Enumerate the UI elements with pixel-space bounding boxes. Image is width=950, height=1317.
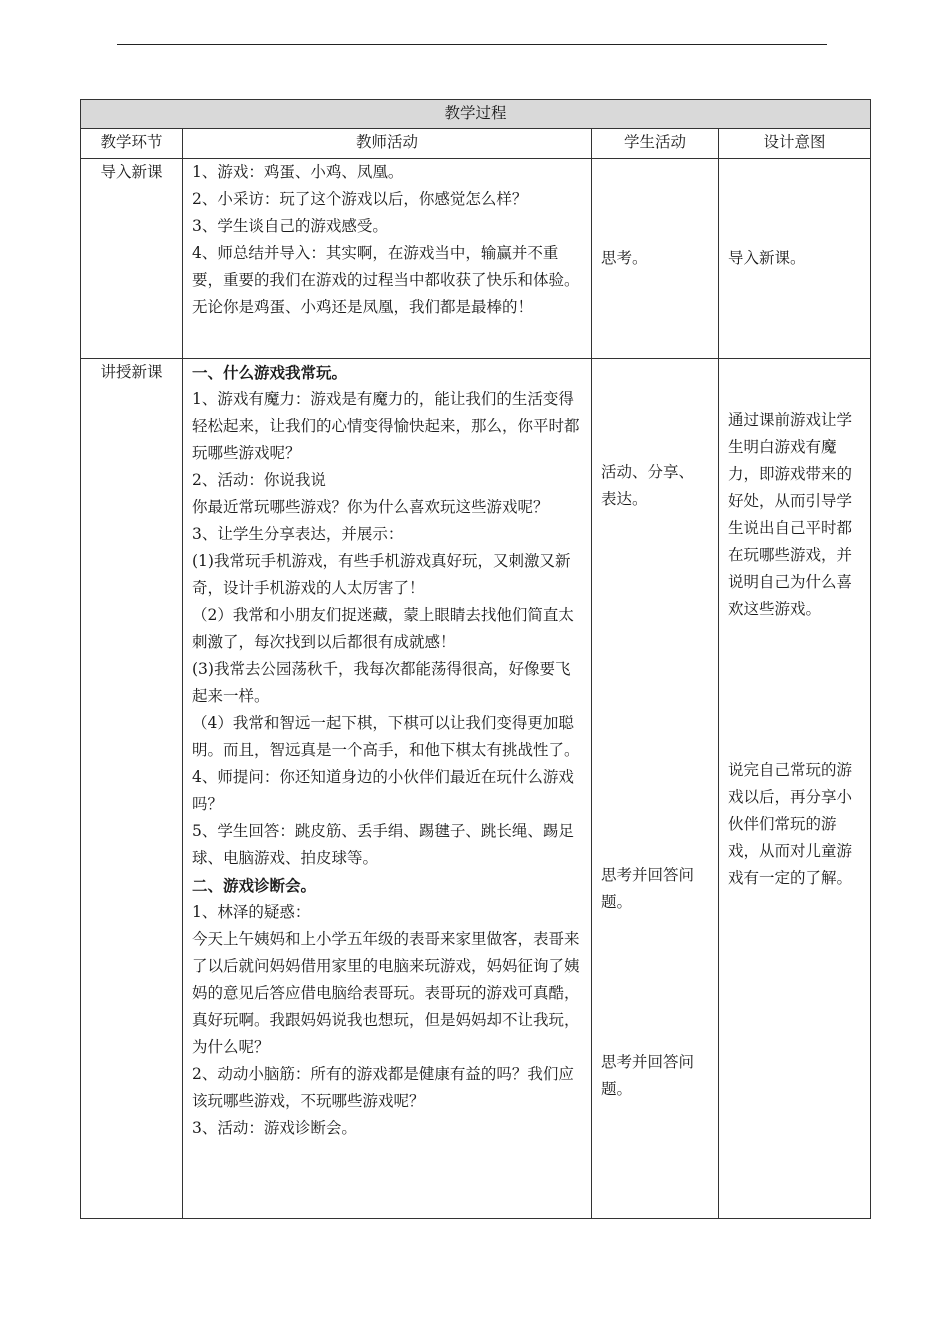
table-header-row [81,129,871,159]
section-heading: 二、游戏诊断会。 [192,876,317,895]
teacher-line: 2、动动小脑筋：所有的游戏都是健康有益的吗？我们应该玩哪些游戏，不玩哪些游戏呢？ [192,1065,574,1110]
teacher-line: 1、林泽的疑惑： [192,903,311,921]
design-intent-cell [719,359,871,1219]
table-title: 教学过程 [81,100,871,129]
student-note: 活动、分享、表达。 [601,463,695,508]
teacher-line: 2、小采访：玩了这个游戏以后，你感觉怎么样？ [192,190,528,208]
lesson-process-table [80,99,871,1219]
teacher-activity-cell [183,159,592,359]
teacher-line: （4）我常和智远一起下棋，下棋可以让我们变得更加聪明。而且，智远真是一个高手，和他下棋太有挑战性了。 [192,714,580,759]
intent-note: 通过课前游戏让学生明白游戏有魔力，即游戏带来的好处，从而引导学生说出自己平时都在玩哪些游戏，并说明自己为什么喜欢这些游戏。 [728,411,853,618]
section-heading: 一、什么游戏我常玩。 [192,363,348,382]
stage-cell: 讲授新课 [81,359,183,1219]
student-note: 思考并回答问题。 [601,866,695,911]
header-rule [117,44,827,45]
header-teacher-activity: 教师活动 [183,129,592,159]
teacher-line: 5、学生回答：跳皮筋、丢手绢、踢毽子、跳长绳、踢足球、电脑游戏、拍皮球等。 [192,822,574,867]
teacher-line: 你最近常玩哪些游戏？你为什么喜欢玩这些游戏呢？ [192,498,549,516]
student-activity-cell [592,359,719,1219]
header-student-activity: 学生活动 [592,129,719,159]
teacher-line: （2）我常和小朋友们捉迷藏，蒙上眼睛去找他们简直太刺激了，每次找到以后都很有成就感！ [192,606,574,651]
stage-cell: 导入新课 [81,159,183,359]
teacher-line: 1、游戏：鸡蛋、小鸡、凤凰。 [192,163,404,181]
teacher-line: 3、学生谈自己的游戏感受。 [192,217,388,235]
teacher-line: (1)我常玩手机游戏，有些手机游戏真好玩，又刺激又新奇，设计手机游戏的人太厉害了！ [192,552,571,597]
student-note: 思考并回答问题。 [601,1053,695,1098]
design-intent-cell [719,159,871,359]
teacher-activity-cell [183,359,592,1219]
teacher-line: 1、游戏有魔力：游戏是有魔力的，能让我们的生活变得轻松起来，让我们的心情变得愉快起来，那么，你平时都玩哪些游戏呢？ [192,390,580,462]
header-stage: 教学环节 [81,129,183,159]
header-design-intent: 设计意图 [719,129,871,159]
teacher-line: 4、师提问：你还知道身边的小伙伴们最近在玩什么游戏吗？ [192,768,574,813]
table-row [81,159,871,359]
teacher-line: (3)我常去公园荡秋千，我每次都能荡得很高，好像要飞起来一样。 [192,660,571,705]
table-row [81,359,871,1219]
student-activity-cell [592,159,719,359]
teacher-line: 3、活动：游戏诊断会。 [192,1119,357,1137]
teacher-line: 3、让学生分享表达，并展示： [192,525,404,543]
intent-note: 导入新课。 [728,249,806,267]
teacher-line: 今天上午姨妈和上小学五年级的表哥来家里做客，表哥来了以后就问妈妈借用家里的电脑来玩游戏，妈妈征询了姨妈的意见后答应借电脑给表哥玩。表哥玩的游戏可真酷，真好玩啊。我跟妈妈说我也想玩，但是妈妈却不让我玩，为什么呢？ [192,930,580,1056]
intent-note: 说完自己常玩的游戏以后，再分享小伙伴们常玩的游戏，从而对儿童游戏有一定的了解。 [728,761,853,887]
student-note: 思考。 [601,249,648,267]
teacher-line: 4、师总结并导入：其实啊，在游戏当中，输赢并不重要，重要的我们在游戏的过程当中都收获了快乐和体验。无论你是鸡蛋、小鸡还是凤凰，我们都是最棒的！ [192,244,580,316]
teacher-line: 2、活动：你说我说 [192,471,326,489]
